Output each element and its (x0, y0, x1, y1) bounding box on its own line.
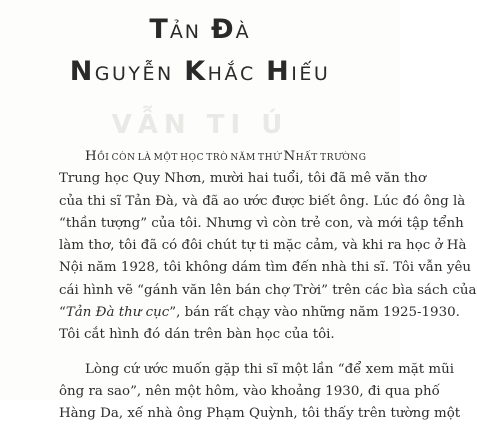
paragraph-2 (59, 359, 461, 426)
text-line: “thần tượng” của tôi. Nhưng vì còn trẻ con, và mới tập tểnh (59, 215, 464, 231)
title-line-1 (0, 14, 400, 45)
title-line-2 (0, 56, 400, 87)
text-line: Trung học Quy Nhơn, mười hai tuổi, tôi đã mê văn thơ (59, 171, 427, 187)
text-line: của thi sĩ Tản Đà, và đã ao ước được biết ông. Lúc đó ông là (59, 193, 466, 209)
title-author-pen-name: TẢN ĐÀ (149, 14, 251, 45)
text-line: Lòng cứ ước muốn gặp thi sĩ một lần “để xem mặt mũi (85, 361, 454, 377)
text-line: ông ra sao”, nên một hôm, vào khoảng 1930, đi qua phố (59, 383, 440, 399)
paragraph-1 (59, 146, 477, 347)
body-text (59, 146, 477, 426)
text-line: làm thơ, tôi đã có đôi chút tự ti mặc cảm, và khi ra học ở Hà (59, 238, 467, 254)
faint-watermark-text: VẪN TI Ú (111, 110, 289, 140)
text-line: Hồi còn là một học trò năm thứ Nhất trường (85, 149, 367, 164)
title-author-full-name: NGUYỄN KHẮC HIẾU (69, 56, 331, 87)
text-line: Hàng Da, xế nhà ông Phạm Quỳnh, tôi thấy trên tường một (59, 406, 461, 422)
text-line: “Tản Đà thư cục”, bán rất chạy vào những năm 1925-1930. (59, 305, 460, 321)
text-line: Nội năm 1928, tôi không dám tìm đến nhà thi sĩ. Tôi vẫn yêu (59, 260, 472, 276)
text-line: cái hình vẽ “gánh văn lên bán chợ Trời” trên các bìa sách của (59, 282, 477, 298)
text-line: Tôi cắt hình đó dán trên bàn học của tôi. (59, 327, 335, 343)
